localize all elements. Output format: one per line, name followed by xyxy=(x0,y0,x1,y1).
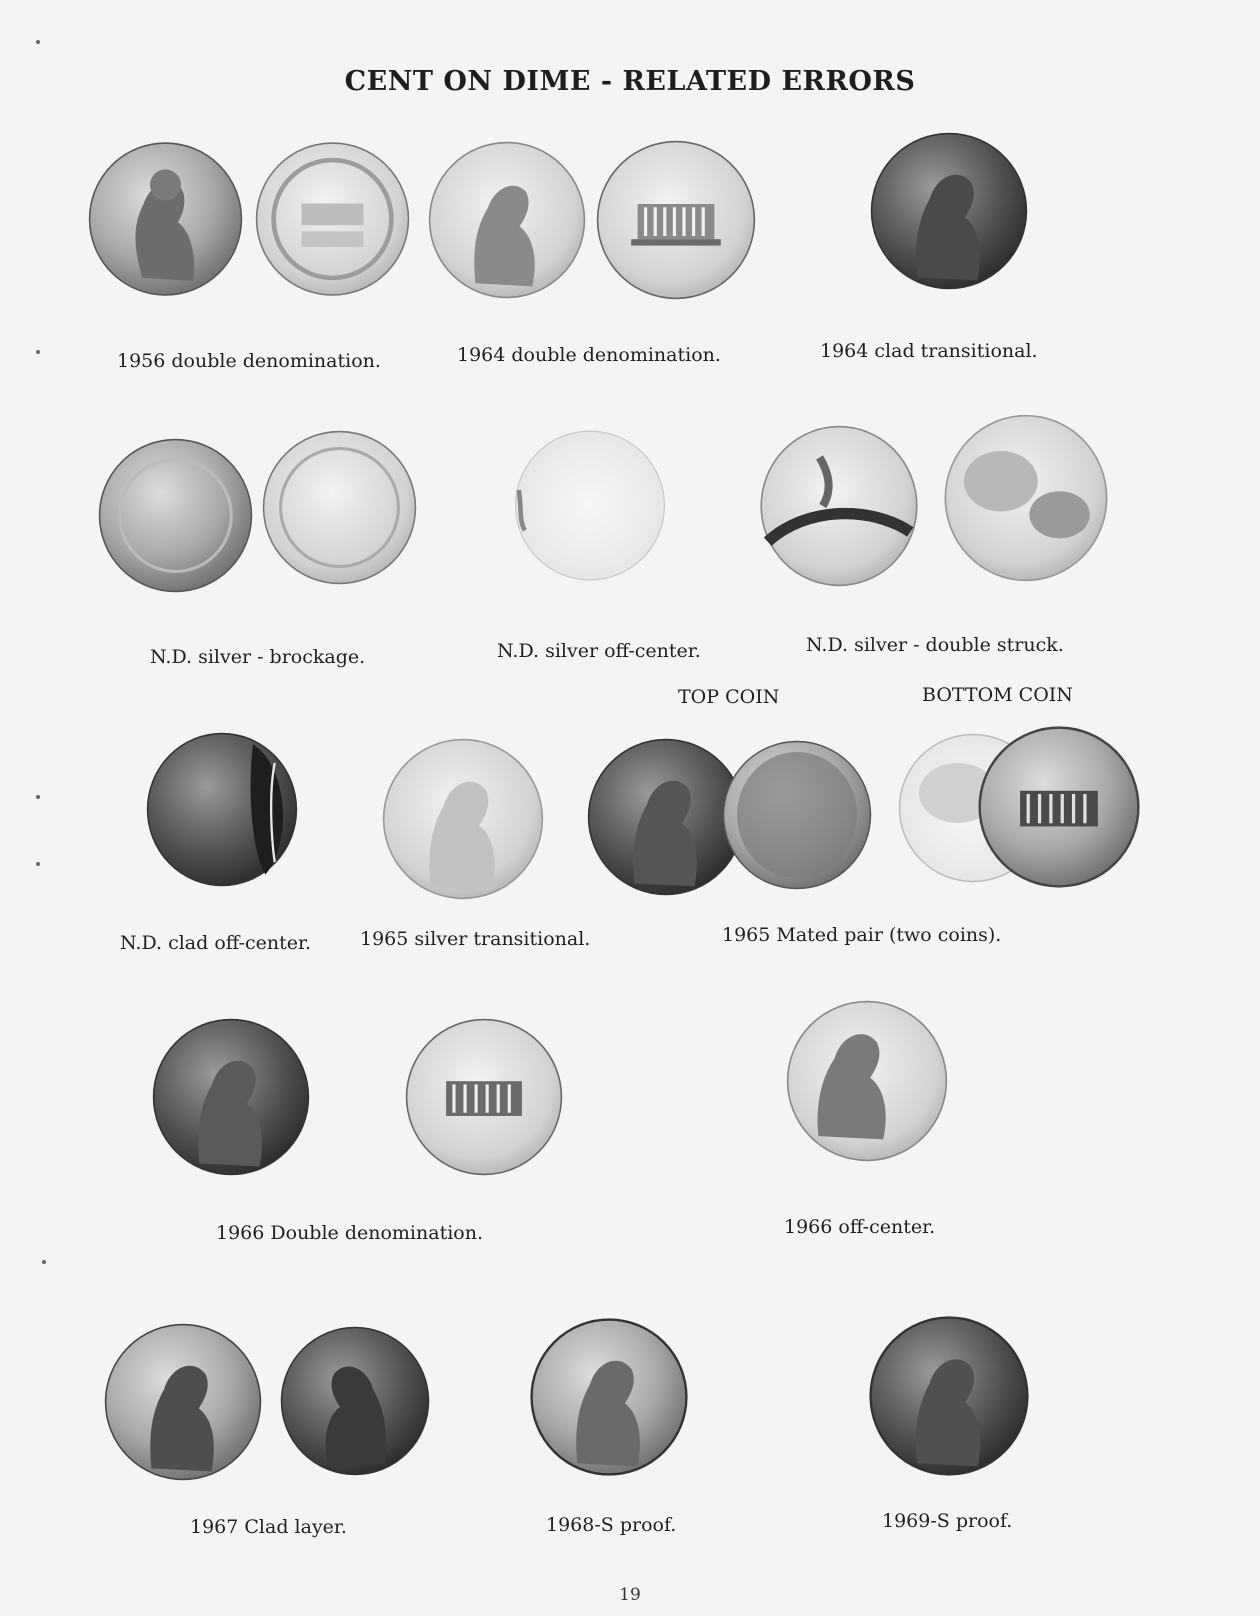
page-title: CENT ON DIME - RELATED ERRORS xyxy=(344,66,916,97)
coin-1965-top-reverse xyxy=(722,736,872,894)
caption-nd-double-struck: N.D. silver - double struck. xyxy=(806,634,1064,656)
scan-speck xyxy=(36,862,40,866)
coin-1967-layer xyxy=(276,1326,434,1476)
coin-1956-obverse xyxy=(88,140,243,298)
coin-1966-offcenter xyxy=(786,1000,948,1162)
caption-1969s-proof: 1969-S proof. xyxy=(882,1510,1013,1532)
scan-speck xyxy=(42,1260,46,1264)
coin-nd-offcenter xyxy=(505,428,675,583)
coin-1964-obverse xyxy=(428,140,586,300)
coin-nd-double-struck-left xyxy=(758,410,920,602)
scan-speck xyxy=(36,350,40,354)
caption-1965-silver: 1965 silver transitional. xyxy=(360,928,591,950)
label-bottom-coin: BOTTOM COIN xyxy=(922,684,1073,706)
caption-1966-double: 1966 Double denomination. xyxy=(216,1222,483,1244)
coin-1965-bottom-reverse xyxy=(975,726,1143,888)
caption-nd-brockage: N.D. silver - brockage. xyxy=(150,646,366,668)
caption-1964-double: 1964 double denomination. xyxy=(457,344,721,366)
page-number: 19 xyxy=(619,1585,641,1605)
coin-1964-clad xyxy=(870,132,1028,290)
scan-speck xyxy=(36,40,40,44)
caption-1967-clad: 1967 Clad layer. xyxy=(190,1516,347,1538)
coin-1965-silver xyxy=(378,738,548,900)
coin-1964-reverse xyxy=(596,140,756,300)
coin-nd-brockage-left xyxy=(98,438,253,593)
coin-1969s-proof xyxy=(866,1316,1032,1476)
coin-nd-double-struck-right xyxy=(942,402,1110,594)
caption-1956-double: 1956 double denomination. xyxy=(117,350,381,372)
caption-1965-mated: 1965 Mated pair (two coins). xyxy=(722,924,1002,946)
coin-1968s-proof xyxy=(528,1318,690,1476)
coin-1966-reverse xyxy=(403,1018,565,1176)
caption-1968s-proof: 1968-S proof. xyxy=(546,1514,677,1536)
scan-speck xyxy=(36,795,40,799)
coin-nd-clad-offcenter xyxy=(133,732,311,887)
caption-nd-offcenter: N.D. silver off-center. xyxy=(497,640,701,662)
coin-1966-obverse xyxy=(150,1018,312,1176)
coin-1967-obverse xyxy=(104,1322,262,1482)
coin-1956-reverse-dime xyxy=(255,140,410,298)
caption-nd-clad-offcenter: N.D. clad off-center. xyxy=(120,932,312,954)
label-top-coin: TOP COIN xyxy=(678,686,780,708)
caption-1964-clad: 1964 clad transitional. xyxy=(820,340,1038,362)
coin-nd-brockage-right xyxy=(262,430,417,585)
caption-1966-offcenter: 1966 off-center. xyxy=(784,1216,936,1238)
